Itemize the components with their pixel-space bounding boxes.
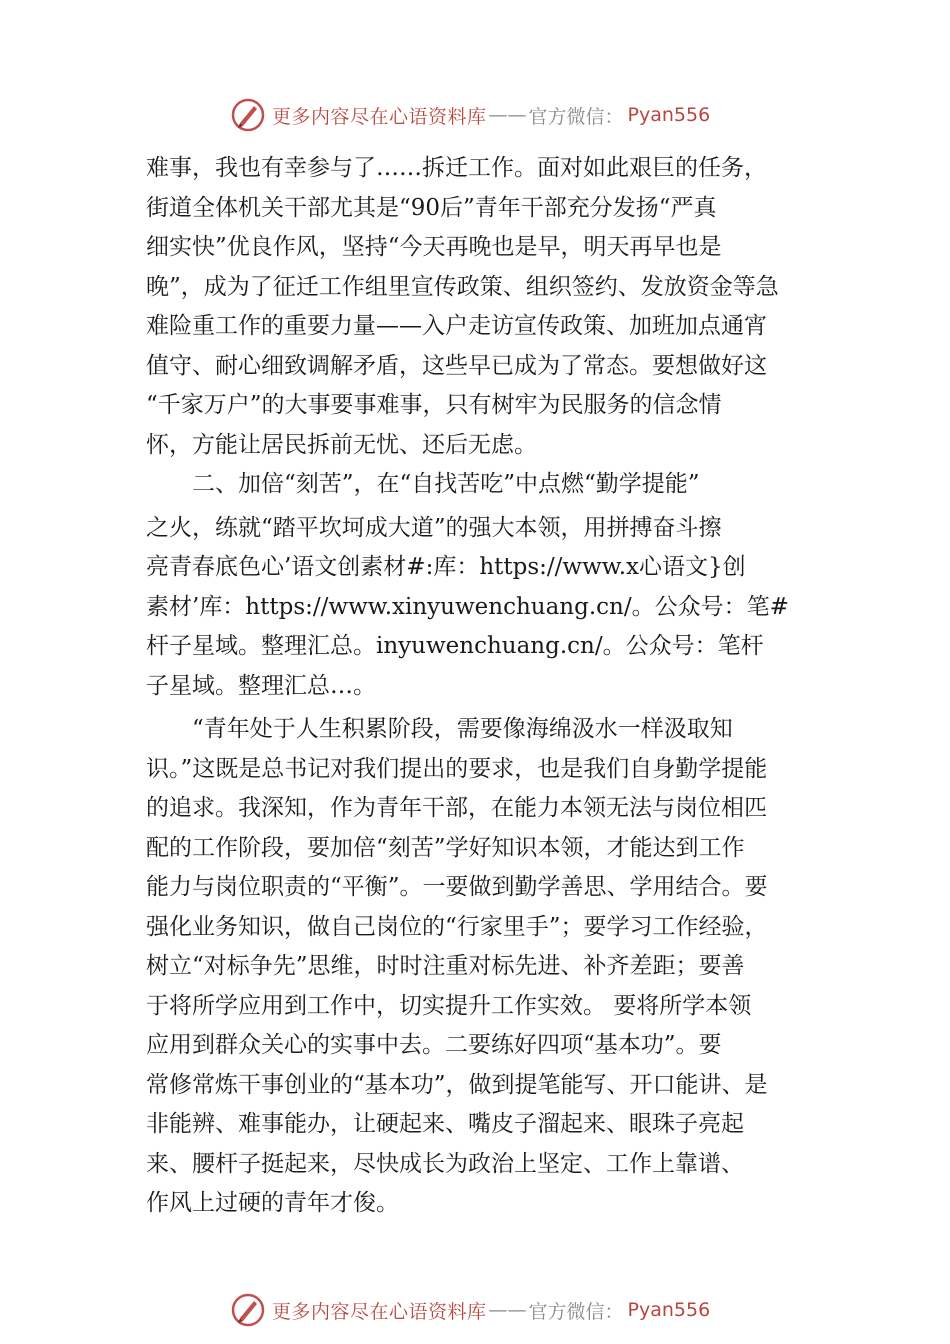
text-line: 之火，练就“踏平坎坷成大道”的强大本领，用拼搏奋斗擦 [146,514,722,541]
banner-wechat-id: Pyan556 [627,104,711,126]
text-line: 能力与岗位职责的“平衡”。一要做到勤学善思、学用结合。要 [146,874,768,900]
document-body [146,149,826,1224]
text-line: 亮青春底色心’语文创素材#:库：https://www.x心语文}创 [146,554,746,580]
banner-dash: —— [488,104,527,126]
text-line: 非能辨、难事能办，让硬起来、嘴皮子溜起来、眼珠子亮起 [146,1111,744,1137]
text-line: 值守、耐心细致调解矛盾，这些早已成为了常态。要想做好这 [146,352,767,379]
footer-watermark [230,1290,710,1330]
text-line: 作风上过硬的青年才俊。 [146,1190,399,1216]
text-line: 难事，我也有幸参与了……拆迁工作。面对如此艰巨的任务， [146,155,767,181]
text-line: 难险重工作的重要力量——入户走访宣传政策、加班加点通宵 [146,313,767,339]
text-line: “千家万户”的大事要事难事，只有树牢为民服务的信念情 [146,392,722,418]
text-line: 细实快”优良作风，坚持“今天再晚也是早，明天再早也是 [146,234,722,260]
text-line: 配的工作阶段，要加倍“刻苦”学好知识本领，才能达到工作 [146,834,745,861]
section-heading-line: 二、加倍“刻苦”，在“自找苦吃”中点燃“勤学提能” [146,471,700,497]
text-line: 晚”，成为了征迁工作组里宣传政策、组织签约、发放资金等急 [146,273,779,300]
header-watermark [230,95,710,135]
text-line: 街道全体机关干部尤其是“90后”青年干部充分发扬“严真 [146,194,717,221]
text-line: 怀，方能让居民拆前无忧、还后无虑。 [146,431,537,458]
pen-logo-icon [230,1292,266,1328]
text-line: 于将所学应用到工作中，切实提升工作实效。 要将所学本领 [146,992,752,1019]
text-line: 素材’库：https://www.xinyuwenchuang.cn/。公众号：笔# [146,593,789,620]
banner-brand: 更多内容尽在心语资料库 [272,105,487,128]
text-line: 杆子星域。整理汇总。inyuwenchuang.cn/。公众号：笔杆 [146,633,764,659]
text-line: 子星域。整理汇总…。 [146,672,376,699]
banner-dash: —— [488,1299,527,1321]
text-line: 来、腰杆子挺起来，尽快成长为政治上坚定、工作上靠谱、 [146,1150,744,1177]
banner-wechat-label: 官方微信： [528,105,624,128]
text-line: 识。”这既是总书记对我们提出的要求，也是我们自身勤学提能 [146,755,768,782]
banner-wechat-label: 官方微信： [528,1300,624,1323]
banner-wechat-id: Pyan556 [627,1299,711,1321]
text-line: 常修常炼干事创业的“基本功”，做到提笔能写、开口能讲、是 [146,1071,768,1098]
text-line: 应用到群众关心的实事中去。二要练好四项“基本功”。要 [146,1032,722,1058]
text-line: 树立“对标争先”思维，时时注重对标先进、补齐差距；要善 [146,953,745,979]
pen-logo-icon [230,97,266,133]
text-line: 强化业务知识，做自己岗位的“行家里手”；要学习工作经验， [146,913,768,940]
text-line: 的追求。我深知，作为青年干部，在能力本领无法与岗位相匹 [146,795,767,821]
paragraph-start-line: “青年处于人生积累阶段，需要像海绵汲水一样汲取知 [146,716,733,742]
banner-brand: 更多内容尽在心语资料库 [272,1300,487,1323]
